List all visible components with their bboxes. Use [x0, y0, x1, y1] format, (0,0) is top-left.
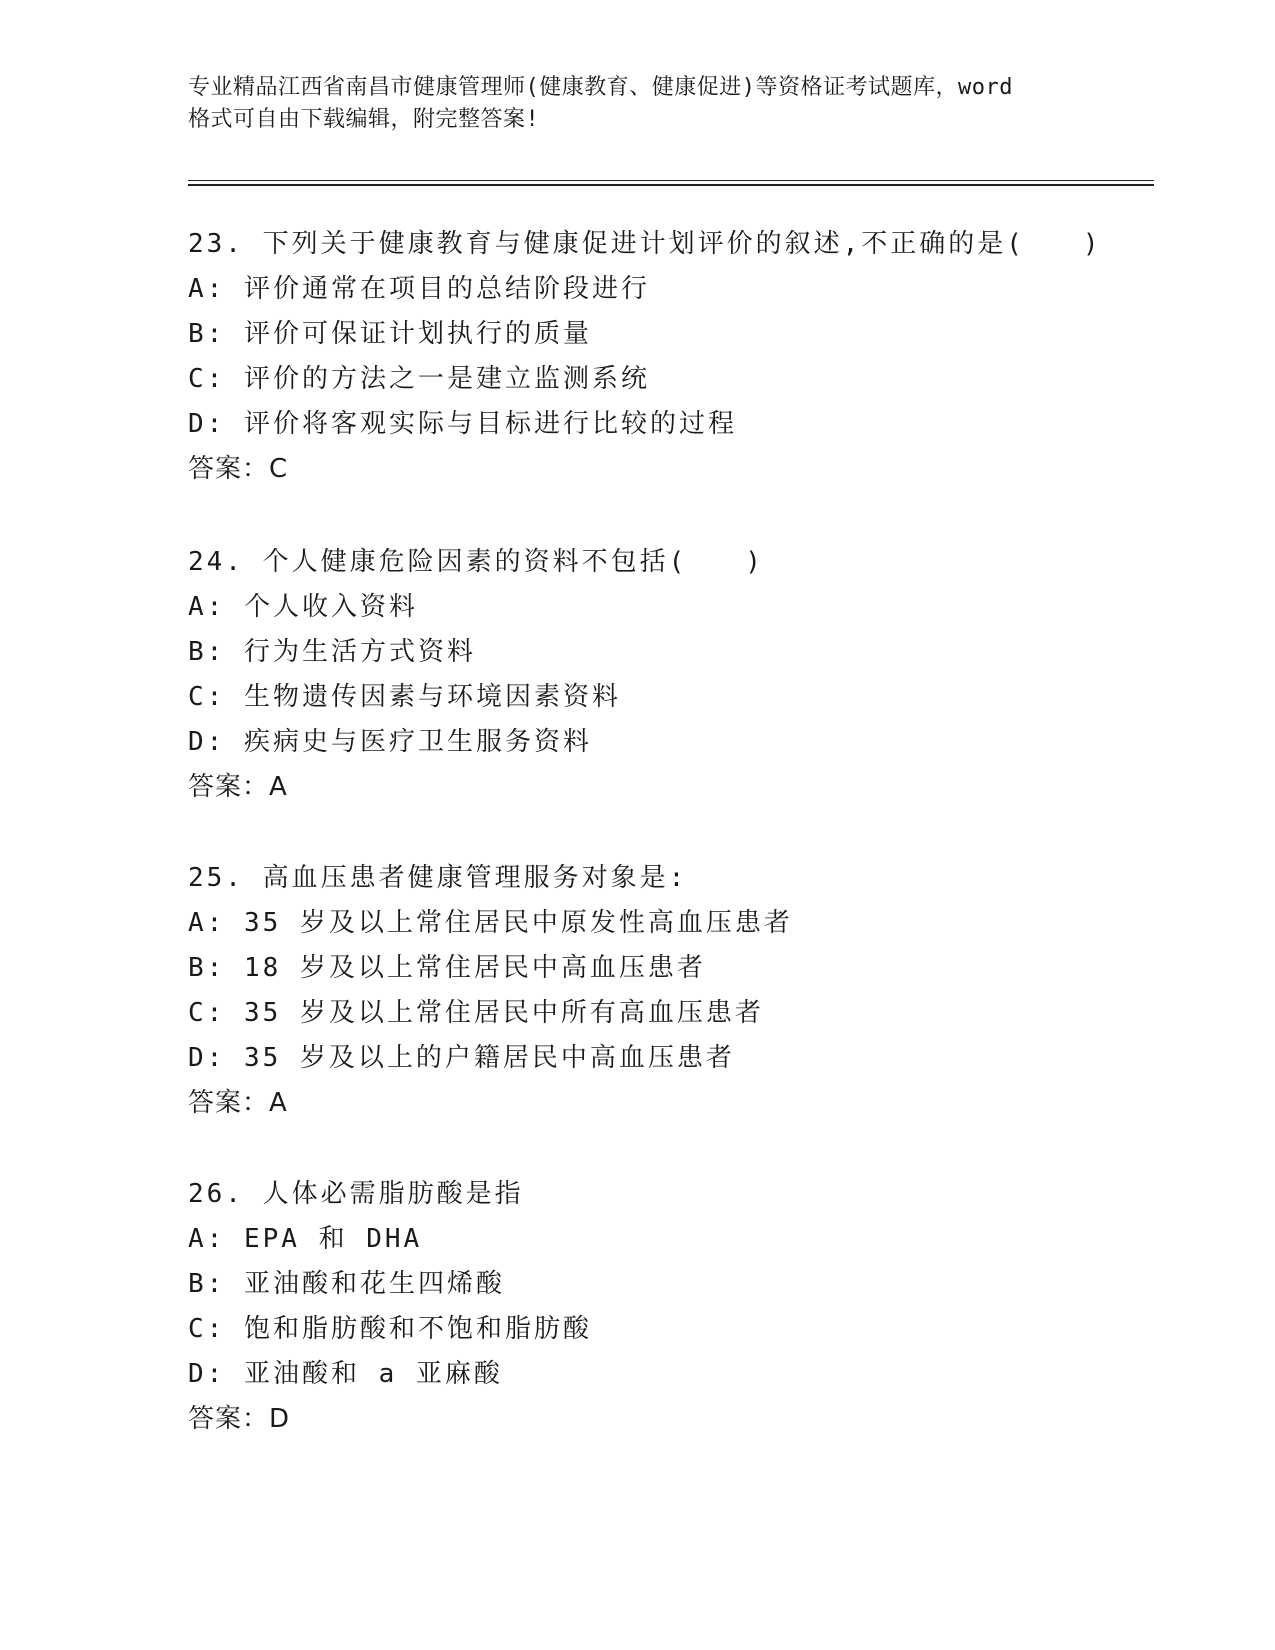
option-c: C: 35 岁及以上常住居民中所有高血压患者 [188, 998, 764, 1028]
option-d: D: 亚油酸和 a 亚麻酸 [188, 1359, 503, 1389]
question-23 [188, 222, 1148, 492]
document-header [188, 72, 1088, 136]
option-b: B: 亚油酸和花生四烯酸 [188, 1269, 505, 1299]
option-d: D: 35 岁及以上的户籍居民中高血压患者 [188, 1043, 735, 1073]
option-a: A: 评价通常在项目的总结阶段进行 [188, 274, 650, 304]
option-c: C: 饱和脂肪酸和不饱和脂肪酸 [188, 1314, 592, 1344]
option-d: D: 评价将客观实际与目标进行比较的过程 [188, 409, 737, 439]
header-divider-thick [188, 184, 1154, 186]
question-stem: 26. 人体必需脂肪酸是指 [188, 1179, 524, 1209]
question-stem: 24. 个人健康危险因素的资料不包括( ) [188, 547, 764, 577]
option-a: A: 35 岁及以上常住居民中原发性高血压患者 [188, 908, 793, 938]
header-line-2: 格式可自由下载编辑，附完整答案! [188, 107, 540, 132]
option-a: A: 个人收入资料 [188, 592, 418, 622]
answer-line: 答案：A [188, 772, 288, 802]
option-c: C: 评价的方法之一是建立监测系统 [188, 364, 650, 394]
question-24 [188, 540, 1148, 810]
answer-line: 答案：D [188, 1404, 291, 1434]
header-line-1: 专业精品江西省南昌市健康管理师(健康教育、健康促进)等资格证考试题库，word [188, 75, 1013, 100]
answer-line: 答案：C [188, 454, 289, 484]
option-a: A: EPA 和 DHA [188, 1224, 423, 1254]
answer-line: 答案：A [188, 1088, 288, 1118]
header-divider-thin [188, 180, 1154, 181]
option-b: B: 行为生活方式资料 [188, 637, 476, 667]
option-b: B: 评价可保证计划执行的质量 [188, 319, 592, 349]
question-25 [188, 856, 1148, 1126]
option-c: C: 生物遗传因素与环境因素资料 [188, 682, 621, 712]
question-26 [188, 1172, 1148, 1442]
question-stem: 23. 下列关于健康教育与健康促进计划评价的叙述,不正确的是( ) [188, 229, 1102, 259]
option-d: D: 疾病史与医疗卫生服务资料 [188, 727, 592, 757]
option-b: B: 18 岁及以上常住居民中高血压患者 [188, 953, 706, 983]
question-stem: 25. 高血压患者健康管理服务对象是: [188, 863, 688, 893]
